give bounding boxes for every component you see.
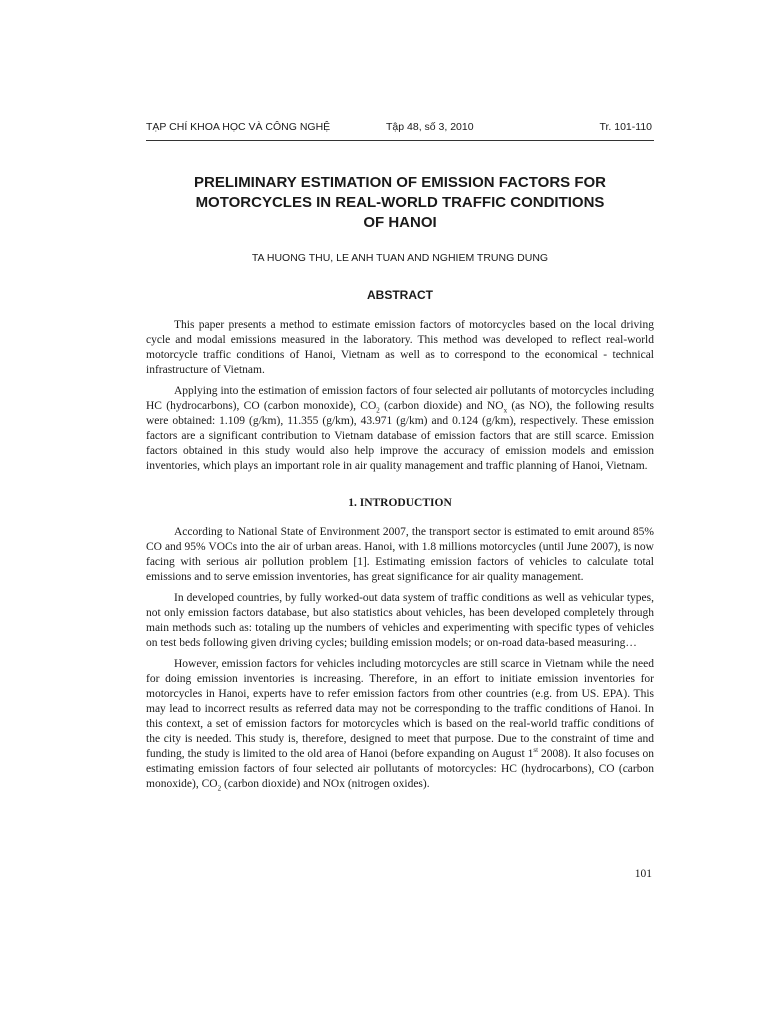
text-run: (carbon dioxide) and NO — [379, 400, 504, 412]
subscript: 2 — [217, 784, 222, 793]
journal-name: TẠP CHÍ KHOA HỌC VÀ CÔNG NGHỆ — [146, 121, 331, 133]
section-heading-introduction: 1. INTRODUCTION — [348, 497, 452, 509]
subscript: x — [503, 406, 508, 415]
text-run: (as NO), the following results were obtained: 1.109 (g/km), 11.355 (g/km), 43.971 (g/km) and 0.124 (g/km), respectively. These emission factors are a significant contribution to Vietnam database of emission factors that are still scarce. Emission factors obtained in this study would also help improve the accuracy of emission models and emission inventories, which plays an important role in air quality management and traffic planning of Hanoi, Vietnam. — [146, 400, 654, 472]
title-line: OF HANOI — [363, 214, 437, 231]
authors: TA HUONG THU, LE ANH TUAN AND NGHIEM TRUNG DUNG — [251, 252, 549, 264]
intro-paragraph: According to National State of Environment 2007, the transport sector is estimated to emit around 85% CO and 95% VOCs into the air of urban areas. Hanoi, with 1.8 millions motorcycles (until June 2007), is now facing with serious air pollution problem [1]. Estimating emission factors of vehicles to calculate total emissions and to serve emission inventories, has great significance for air quality management. — [146, 526, 654, 583]
abstract-paragraph: This paper presents a method to estimate emission factors of motorcycles based on the local driving cycle and modal emissions measured in the laboratory. This method was developed to reflect real-world motorcycle traffic conditions of Hanoi, Vietnam as well as to correspond to the economical - technical infrastructure of Vietnam. — [146, 319, 654, 376]
abstract-heading: ABSTRACT — [367, 288, 433, 302]
text-run: Applying into the estimation of emission factors of four selected air pollutants of motorcycles including HC (hydrocarbons), CO (carbon monoxide), CO — [146, 385, 654, 412]
text-run: 2008). It also focuses on estimating emission factors of four selected air pollutants of motorcycles: HC (hydrocarbons), CO (carbon monoxide), CO — [146, 748, 654, 790]
page-number: 101 — [634, 868, 652, 880]
text-run: (carbon dioxide) and NOx (nitrogen oxides). — [221, 778, 430, 790]
superscript: st — [533, 746, 539, 755]
abstract-paragraph — [146, 384, 654, 474]
title-line: PRELIMINARY ESTIMATION OF EMISSION FACTORS FOR — [194, 174, 606, 191]
paper-title — [146, 173, 654, 233]
volume-issue: Tập 48, số 3, 2010 — [386, 121, 474, 133]
body-text — [146, 318, 654, 798]
intro-paragraph — [146, 657, 654, 792]
page-range: Tr. 101-110 — [599, 121, 652, 133]
header-rule — [146, 140, 654, 141]
title-line: MOTORCYCLES IN REAL-WORLD TRAFFIC CONDITIONS — [195, 194, 605, 211]
intro-paragraph: In developed countries, by fully worked-out data system of traffic conditions as well as vehicular types, not only emission factors database, but also statistics about vehicles, has been developed completely through main methods such as: totaling up the numbers of vehicles and experimenting with specific types of vehicles on test beds following given driving cycles; building emission models; or on-road data-based measuring… — [146, 592, 654, 649]
text-run: However, emission factors for vehicles including motorcycles are still scarce in Vietnam while the need for doing emission inventories is increasing. Therefore, in an effort to initiate emission inventories for motorcycles in Hanoi, experts have to refer emission factors from other countries (e.g. from US. EPA). This may lead to incorrect results as referred data may not be corresponding to the traffic conditions of Hanoi. In this context, a set of emission factors for motorcycles which is based on the real-world traffic conditions of the city is needed. This study is, therefore, designed to meet that purpose. Due to the constraint of time and funding, the study is limited to the old area of Hanoi (before expanding on August 1 — [146, 658, 654, 760]
subscript: 2 — [376, 406, 380, 415]
